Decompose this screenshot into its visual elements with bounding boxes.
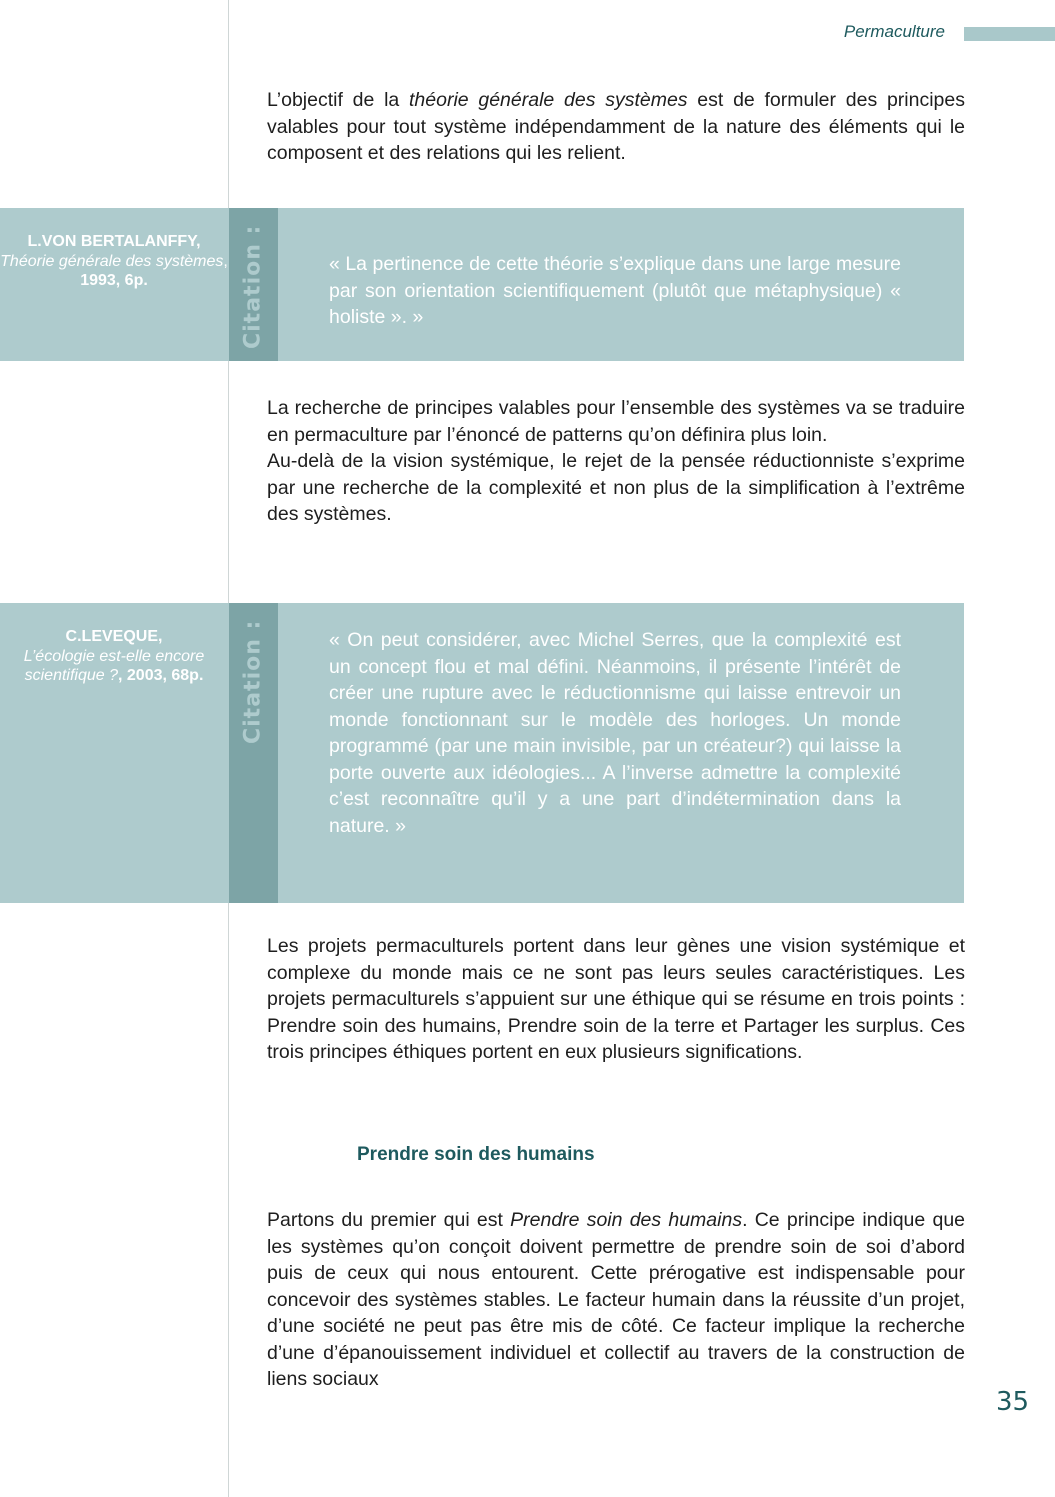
- paragraph-systems: La recherche de principes valables pour l’ensemble des systèmes va se traduire en permaculture par l’énoncé de patterns qu’on définira plus loin. Au-delà de la vision systémique, le rejet de la pensée réductionniste s’exprime par une recherche de la complexité et non plus de la simplification à l’extrême des systèmes.: [267, 397, 965, 525]
- running-header: Permaculture: [843, 22, 945, 41]
- citation-label: Citation :: [240, 224, 266, 350]
- emphasis-term: théorie générale des systèmes: [409, 89, 688, 111]
- citation-quote: « La pertinence de cette théorie s’explique dans une large mesure par son orientation scientifiquement (plutôt que métaphysique) « holiste ». »: [329, 253, 901, 328]
- citation-label: Citation :: [240, 619, 266, 745]
- citation-source: L.VON BERTALANFFY, Théorie générale des systèmes, 1993, 6p.: [0, 233, 228, 289]
- section-heading: Prendre soin des humains: [357, 1144, 595, 1165]
- citation-source: C.LEVEQUE, L’écologie est-elle encore scientifique ?, 2003, 68p.: [23, 628, 205, 684]
- paragraph-intro: L’objectif de la théorie générale des systèmes est de formuler des principes valables pour tout système indépendamment de la nature des éléments qui le composent et des relations qui les relient.: [267, 89, 965, 164]
- citation-block-2: [0, 603, 964, 903]
- citation-quote: « On peut considérer, avec Michel Serres, que la complexité est un concept flou et mal défini. Néanmoins, il présente l’intérêt de créer une rupture avec le réductionnisme qui laisse entrevoir un monde fonctionnant sur le modèle des horloges. Un monde programmé (par une main invisible, par un créateur?) qui laisse la porte ouverte aux idéologies... A l’inverse admettre la complexité c’est reconnaître qu’il y a une part d’indétermination dans la nature. »: [329, 629, 901, 837]
- paragraph-care-humans: Partons du premier qui est Prendre soin des humains. Ce principe indique que les systèmes qu’on conçoit doivent permettre de prendre soin de soi d’abord puis de ceux qui nous entourent. Cette prérogative est indispensable pour concevoir des systèmes stables. Le facteur humain dans la réussite d’un projet, d’une société ne peut pas être mis de côté. Ce facteur implique la recherche d’une d’épanouissement individuel et collectif au travers de la construction de liens sociaux: [267, 1209, 966, 1390]
- paragraph-ethics: Les projets permaculturels portent dans leur gènes une vision systémique et complexe du monde mais ce ne sont pas leurs seules caractéristiques. Les projets permaculturels s’appuient sur une éthique qui se résume en trois points : Prendre soin des humains, Prendre soin de la terre et Partager les surplus. Ces trois principes éthiques portent en eux plusieurs significations.: [267, 935, 965, 1063]
- page-number: 35: [996, 1387, 1030, 1417]
- header-accent-bar: [964, 27, 1055, 41]
- citation-block-1: [0, 208, 964, 361]
- emphasis-term: Prendre soin des humains: [510, 1209, 743, 1231]
